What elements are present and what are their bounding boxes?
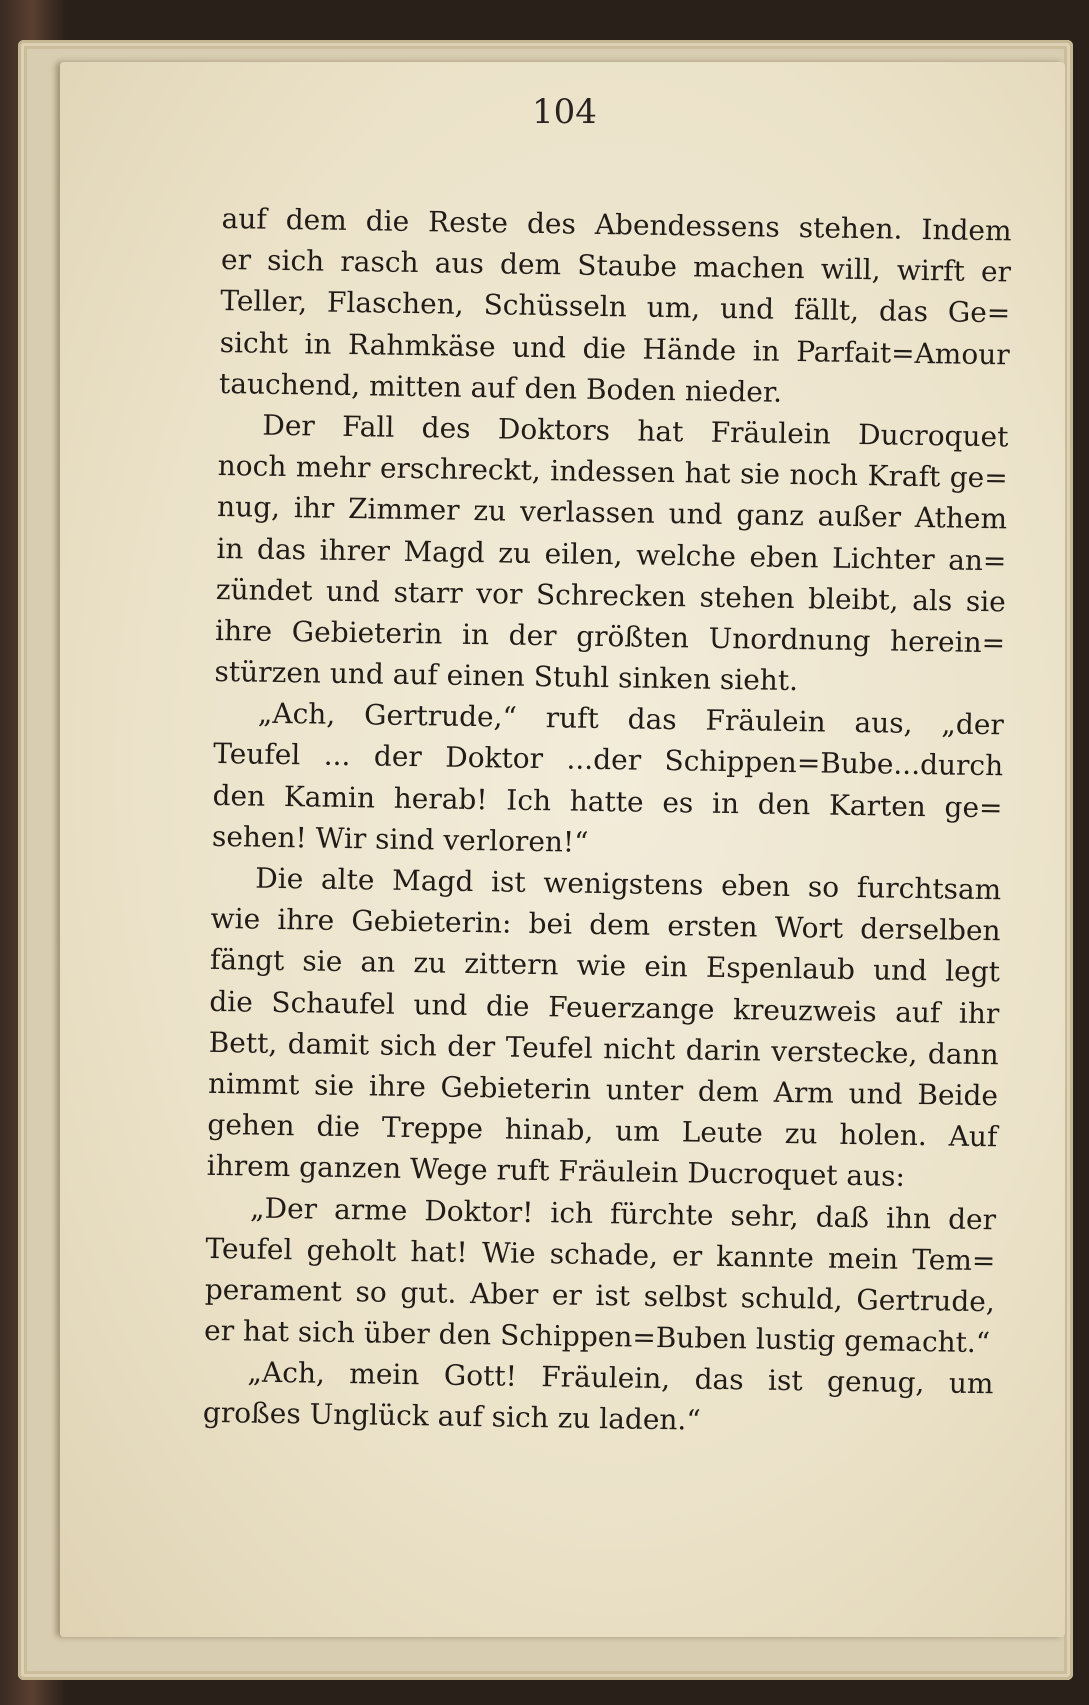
text-line: Der Fall des Doktors hat Fräulein Ducroquet xyxy=(262,408,1009,454)
text-line: ihrem ganzen Wege ruft Fräulein Ducroquet aus: xyxy=(206,1149,906,1194)
page-number: 104 xyxy=(532,92,597,132)
text-line: auf dem die Reste des Abendessens stehen. Indem xyxy=(221,201,1012,248)
text-line: großes Unglück auf sich zu laden.“ xyxy=(202,1396,701,1438)
body-text xyxy=(203,198,1012,1446)
text-line: Teller, Flaschen, Schüsseln um, und fällt, das Ge= xyxy=(220,284,1011,330)
text-line: „Ach, mein Gott! Fräulein, das ist genug, um xyxy=(247,1355,994,1401)
text-line: sehen! Wir sind verloren!“ xyxy=(211,819,589,859)
text-line: „Der arme Doktor! ich fürchte sehr, daß ihn der xyxy=(249,1191,997,1236)
text-line: wie ihre Gebieterin: bei dem ersten Wort derselben xyxy=(210,902,1001,948)
text-line: fängt sie an zu zittern wie ein Espenlaub und legt xyxy=(209,943,1001,989)
text-line: ihre Gebieterin in der größten Unordnung herein= xyxy=(214,613,1006,660)
text-line: Die alte Magd ist wenigstens eben so furchtsam xyxy=(255,861,1002,907)
text-line: gehen die Treppe hinab, um Leute zu holen. Auf xyxy=(207,1108,998,1154)
text-line: in das ihrer Magd zu eilen, welche eben Lichter an= xyxy=(216,531,1007,577)
text-line: „Ach, Gertrude,“ ruft das Fräulein aus, „der xyxy=(257,696,1005,742)
text-line: er sich rasch aus dem Staube machen will, wirft er xyxy=(220,243,1012,289)
text-line: den Kamin herab! Ich hatte es in den Karten ge= xyxy=(212,778,1003,824)
text-line: Teufel ... der Doktor ...der Schippen=Bube...durch xyxy=(213,737,1004,783)
text-line: tauchend, mitten auf den Boden nieder. xyxy=(218,366,783,409)
text-line: er hat sich über den Schippen=Buben lustig gemacht.“ xyxy=(203,1313,991,1360)
text-line: zündet und starr vor Schrecken stehen bleibt, als sie xyxy=(215,572,1007,619)
text-line: die Schaufel und die Feuerzange kreuzweis auf ihr xyxy=(209,984,1000,1030)
text-line: sicht in Rahmkäse und die Hände in Parfait=Amour xyxy=(219,325,1010,371)
text-line: Bett, damit sich der Teufel nicht darin verstecke, dann xyxy=(208,1025,999,1072)
text-line: stürzen und auf einen Stuhl sinken sieht. xyxy=(214,655,799,698)
text-line: noch mehr erschreckt, indessen hat sie noch Kraft ge= xyxy=(217,449,1008,495)
text-line: nimmt sie ihre Gebieterin unter dem Arm und Beide xyxy=(207,1066,999,1113)
text-line: nug, ihr Zimmer zu verlassen und ganz außer Athem xyxy=(216,490,1008,536)
text-line: perament so gut. Aber er ist selbst schuld, Gertrude, xyxy=(204,1272,996,1319)
text-line: Teufel geholt hat! Wie schade, er kannte mein Tem= xyxy=(205,1231,996,1277)
